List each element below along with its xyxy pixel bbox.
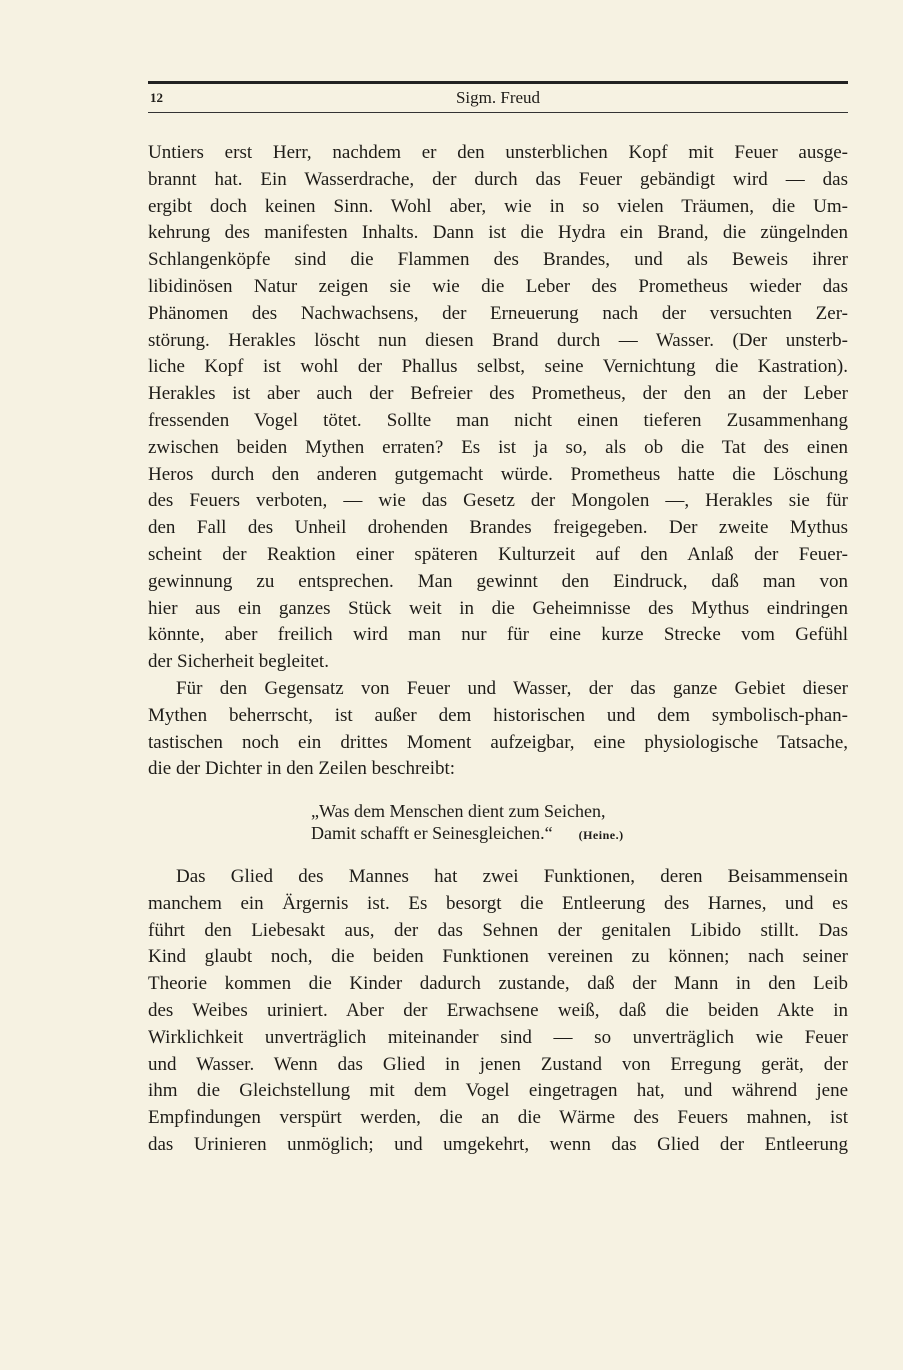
text-line: Für den Gegensatz von Feuer und Wasser, der das ganze Gebiet dieser	[176, 678, 848, 699]
text-line: Das Glied des Mannes hat zwei Funktionen, deren Beisammensein	[176, 866, 848, 887]
text-line: tastischen noch ein drittes Moment aufzeigbar, eine physiologische Tatsache,	[148, 731, 848, 753]
text-line: und Wasser. Wenn das Glied in jenen Zustand von Erregung gerät, der	[148, 1053, 848, 1075]
text-line: zwischen beiden Mythen erraten? Es ist ja so, als ob die Tat des einen	[148, 436, 848, 458]
text-line: liche Kopf ist wohl der Phallus selbst, seine Vernichtung die Kastration).	[148, 356, 848, 378]
text-line: hier aus ein ganzes Stück weit in die Geheimnisse des Mythus eindringen	[148, 597, 848, 619]
text-line: scheint der Reaktion einer späteren Kulturzeit auf den Anlaß der Feuer-	[148, 543, 848, 565]
text-line: libidinösen Natur zeigen sie wie die Leber des Prometheus wieder das	[148, 275, 848, 297]
text-line: kehrung des manifesten Inhalts. Dann ist die Hydra ein Brand, die züngelnden	[148, 222, 848, 244]
header-rule-bottom	[148, 112, 848, 113]
text-line: führt den Liebesakt aus, der das Sehnen der genitalen Libido stillt. Das	[148, 919, 848, 941]
text-line: Wirklichkeit unverträglich miteinander sind — so unverträglich wie Feuer	[148, 1026, 848, 1048]
text-line: Untiers erst Herr, nachdem er den unsterblichen Kopf mit Feuer ausge-	[148, 142, 848, 163]
text-line: gewinnung zu entsprechen. Man gewinnt den Eindruck, daß man von	[148, 570, 848, 592]
text-line: fressenden Vogel tötet. Sollte man nicht einen tieferen Zusammenhang	[148, 409, 848, 431]
text-line: ergibt doch keinen Sinn. Wohl aber, wie in so vielen Träumen, die Um-	[148, 195, 848, 217]
verse-line-2	[311, 822, 624, 844]
text-line: ihm die Gleichstellung mit dem Vogel eingetragen hat, und während jene	[148, 1080, 848, 1102]
paragraph-1	[148, 140, 848, 676]
page-number: 12	[150, 90, 163, 105]
text-line: Theorie kommen die Kinder dadurch zustande, daß der Mann in den Leib	[148, 973, 848, 995]
paragraph-2	[148, 676, 848, 783]
text-line: Heros durch den anderen gutgemacht würde. Prometheus hatte die Löschung	[148, 463, 848, 485]
text-line: Schlangenköpfe sind die Flammen des Brandes, und als Beweis ihrer	[148, 249, 848, 271]
text-line: Phänomen des Nachwachsens, der Erneuerung nach der versuchten Zer-	[148, 302, 848, 324]
text-line: des Weibes uriniert. Aber der Erwachsene weiß, daß die beiden Akte in	[148, 999, 848, 1021]
text-line: störung. Herakles löscht nun diesen Brand durch — Wasser. (Der unsterb-	[148, 329, 848, 351]
verse-attribution: (Heine.)	[578, 828, 624, 842]
header-rule-top	[148, 81, 848, 84]
text-line: des Feuers verboten, — wie das Gesetz der Mongolen —, Herakles sie für	[148, 490, 848, 512]
text-line: die der Dichter in den Zeilen beschreibt:	[148, 758, 456, 780]
text-line: manchem ein Ärgernis ist. Es besorgt die Entleerung des Harnes, und es	[148, 892, 848, 914]
text-line: Herakles ist aber auch der Befreier des Prometheus, der den an der Leber	[148, 383, 848, 405]
running-title: Sigm. Freud	[455, 88, 541, 107]
text-line: brannt hat. Ein Wasserdrache, der durch das Feuer gebändigt wird — das	[148, 168, 848, 190]
text-line: der Sicherheit begleitet.	[148, 651, 329, 673]
verse-line-2-text: Damit schafft er Seinesgleichen.“	[311, 823, 553, 843]
verse-quote	[311, 800, 624, 844]
text-line: Kind glaubt noch, die beiden Funktionen vereinen zu können; nach seiner	[148, 946, 848, 968]
verse-line-1: „Was dem Menschen dient zum Seichen,	[311, 801, 606, 821]
text-line: das Urinieren unmöglich; und umgekehrt, wenn das Glied der Entleerung	[148, 1133, 848, 1155]
text-line: könnte, aber freilich wird man nur für eine kurze Strecke vom Gefühl	[148, 624, 848, 646]
text-line: Empfindungen verspürt werden, die an die Wärme des Feuers mahnen, ist	[148, 1107, 848, 1129]
text-line: den Fall des Unheil drohenden Brandes freigegeben. Der zweite Mythus	[148, 517, 848, 539]
text-line: Mythen beherrscht, ist außer dem historischen und dem symbolisch-phan-	[148, 704, 848, 726]
paragraph-3	[148, 864, 848, 1159]
